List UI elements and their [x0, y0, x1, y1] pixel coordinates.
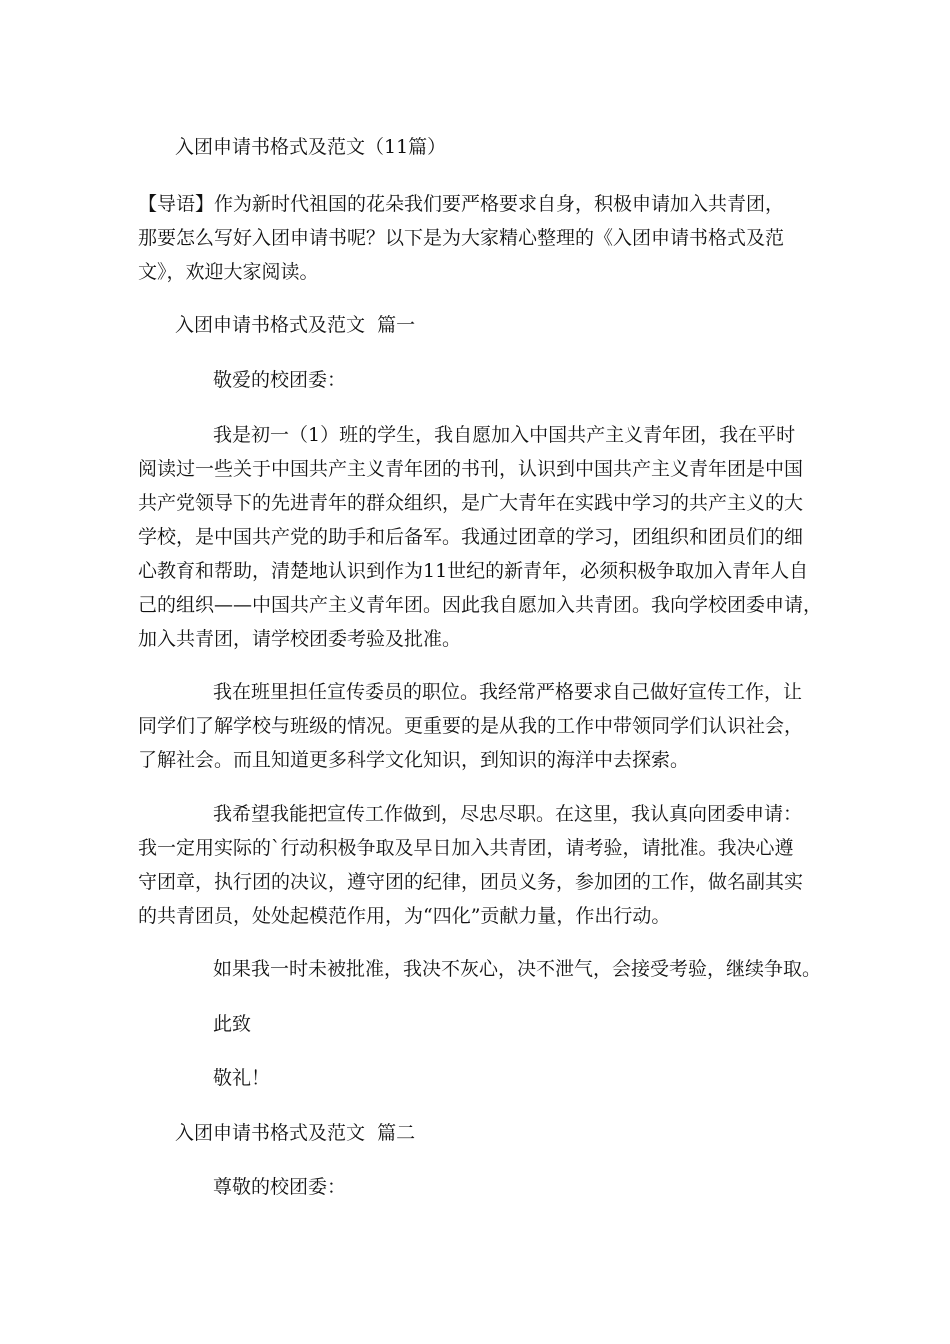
intro-line-3: 文》，欢迎大家阅读。 — [138, 261, 319, 283]
closing-cizhi: 此致 — [213, 1013, 252, 1035]
paragraph-3-line-1: 我希望我能把宣传工作做到，尽忠尽职。在这里，我认真向团委申请： — [213, 803, 803, 825]
intro-line-1: 【导语】作为新时代祖国的花朵我们要严格要求自身，积极申请加入共青团， — [138, 193, 785, 215]
paragraph-1-line-3: 共产党领导下的先进青年的群众组织，是广大青年在实践中学习的共产主义的大 — [138, 492, 804, 514]
paragraph-4: 如果我一时未被批准，我决不灰心，决不泄气，会接受考验，继续争取。 — [213, 958, 822, 980]
intro-line-2: 那要怎么写好入团申请书呢？以下是为大家精心整理的《入团申请书格式及范 — [138, 227, 785, 249]
paragraph-1-line-1: 我是初一（1）班的学生，我自愿加入中国共产主义青年团，我在平时 — [213, 424, 796, 446]
paragraph-1-line-2: 阅读过一些关于中国共产主义青年团的书刊，认识到中国共产主义青年团是中国 — [138, 458, 804, 480]
paragraph-2-line-2: 同学们了解学校与班级的情况。更重要的是从我的工作中带领同学们认识社会， — [138, 715, 804, 737]
paragraph-1-line-7: 加入共青团，请学校团委考验及批准。 — [138, 628, 462, 650]
salutation-2: 尊敬的校团委： — [213, 1176, 347, 1198]
salutation-1: 敬爱的校团委： — [213, 369, 347, 391]
paragraph-1-line-5: 心教育和帮助，清楚地认识到作为11世纪的新青年，必须积极争取加入青年人自 — [138, 560, 809, 582]
paragraph-3-line-2: 我一定用实际的`行动积极争取及早日加入共青团，请考验，请批准。我决心遵 — [138, 837, 794, 859]
paragraph-2-line-3: 了解社会。而且知道更多科学文化知识，到知识的海洋中去探索。 — [138, 749, 690, 771]
paragraph-3-line-3: 守团章，执行团的决议，遵守团的纪律，团员义务，参加团的工作，做名副其实 — [138, 871, 804, 893]
paragraph-3-line-4: 的共青团员，处处起模范作用，为“四化”贡献力量，作出行动。 — [138, 905, 671, 927]
paragraph-1-line-6: 己的组织——中国共产主义青年团。因此我自愿加入共青团。我向学校团委申请， — [138, 594, 823, 616]
section-heading-2: 入团申请书格式及范文 篇二 — [175, 1122, 416, 1144]
closing-jingli: 敬礼！ — [213, 1067, 271, 1089]
paragraph-2-line-1: 我在班里担任宣传委员的职位。我经常严格要求自己做好宣传工作，让 — [213, 681, 803, 703]
paragraph-1-line-4: 学校，是中国共产党的助手和后备军。我通过团章的学习，团组织和团员们的细 — [138, 526, 804, 548]
section-heading-1: 入团申请书格式及范文 篇一 — [175, 314, 416, 336]
document-title: 入团申请书格式及范文（11篇） — [175, 136, 447, 158]
